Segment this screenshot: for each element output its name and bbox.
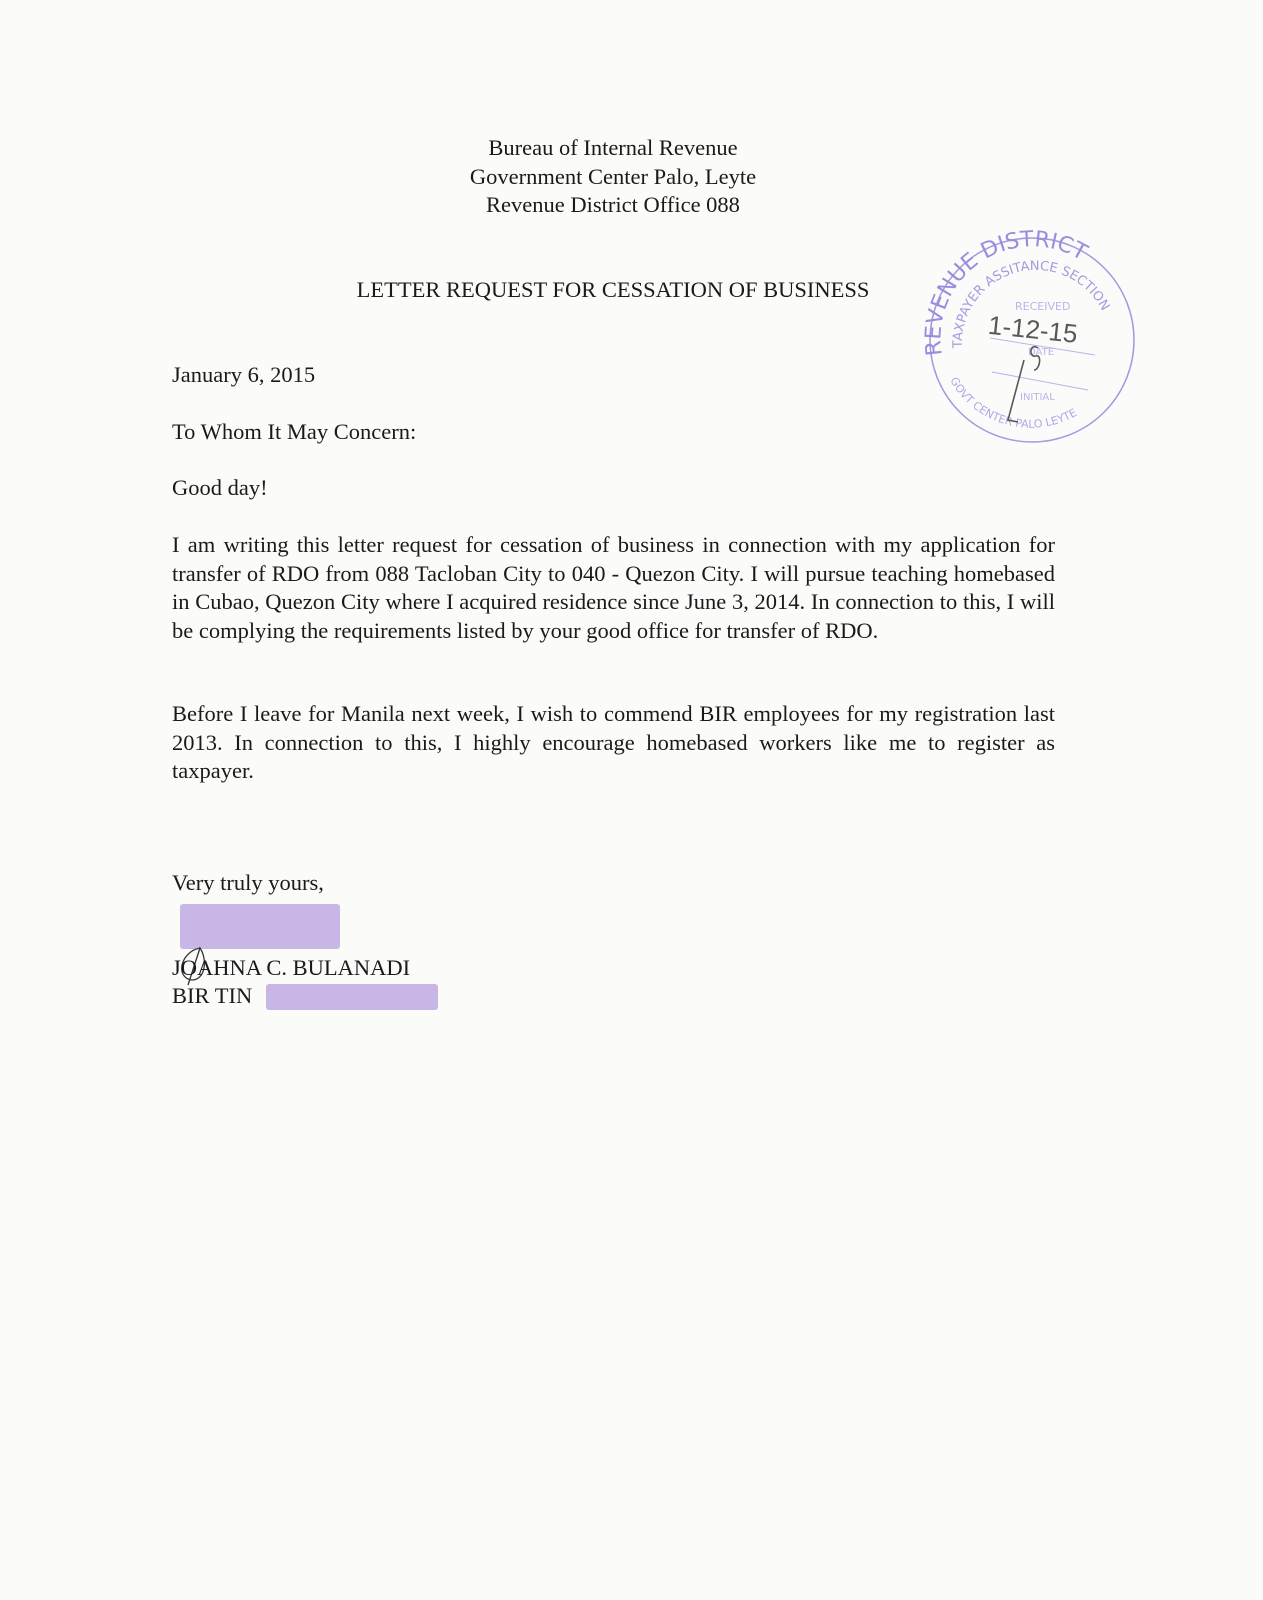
signatory-name: JOAHNA C. BULANADI [172, 955, 411, 980]
closing: Very truly yours, [172, 870, 324, 895]
salutation: To Whom It May Concern: [172, 419, 417, 444]
header-line-3: Revenue District Office 088 [486, 192, 740, 217]
greeting: Good day! [172, 475, 268, 500]
body-paragraph-1: I am writing this letter request for cessation of business in connection with my application for transfer of RDO from 088 Tacloban City to 040 - Quezon City. I will pursue teaching homebased in Cubao, Quezon City where I acquired residence since June 3, 2014. In connection to this, I will be complying the requirements listed by your good office for transfer of RDO. [172, 532, 1055, 643]
tin-label: BIR TIN [172, 983, 253, 1008]
stamp-date-label: DATE [1028, 347, 1055, 358]
stamp-handwritten-date: 1-12-15 [986, 309, 1080, 349]
header-line-1: Bureau of Internal Revenue [488, 135, 738, 160]
body-paragraph-2: Before I leave for Manila next week, I wish to commend BIR employees for my registration last 2013. In connection to this, I highly encourage homebased workers like me to register as taxpayer. [172, 701, 1055, 783]
stamp-outer-text: REVENUE DISTRICT [921, 230, 1092, 358]
stamp-inner-text: TAXPAYER ASSITANCE SECTION [950, 258, 1113, 349]
letter-date: January 6, 2015 [172, 362, 316, 387]
stamp-bottom-text: GOVT CENTER PALO LEYTE [947, 374, 1079, 431]
received-stamp [920, 230, 1150, 450]
redacted-tin [266, 984, 438, 1010]
letter-title: LETTER REQUEST FOR CESSATION OF BUSINESS [356, 277, 870, 302]
stamp-received-label: RECEIVED [1015, 300, 1071, 313]
stamp-initial-label: INITIAL [1020, 392, 1055, 403]
header-line-2: Government Center Palo, Leyte [469, 164, 757, 189]
